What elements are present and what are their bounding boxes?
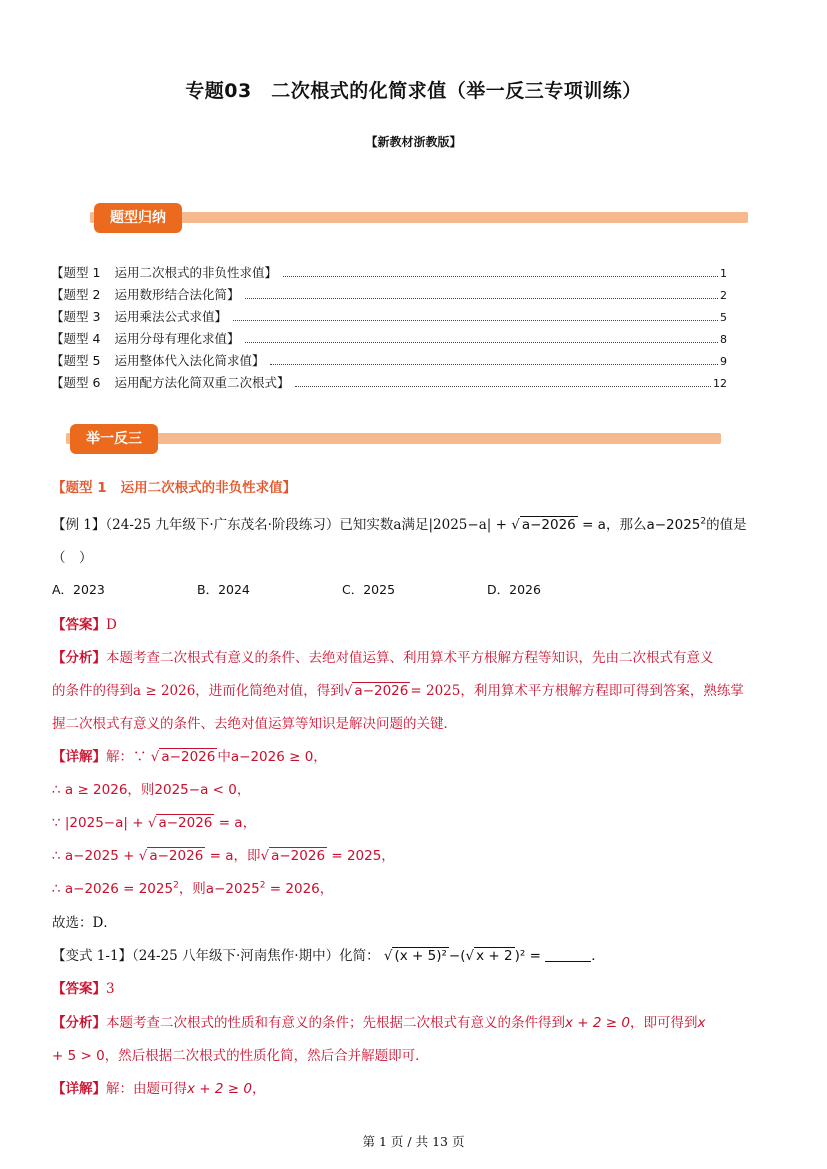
toc-item-label: 【题型 1 — [51, 265, 101, 280]
toc-item-label: 【题型 4 — [51, 331, 101, 346]
detail-tag: 【详解】 — [52, 749, 106, 765]
analysis-text: 本题考查二次根式有意义的条件、去绝对值运算、利用算术平方根解方程等知识，先由二次根式有意义 — [106, 650, 714, 666]
variant-detail-line-1 — [52, 1077, 265, 1097]
sqrt-expression: √ a−2026 — [343, 683, 409, 699]
detail-text: 解：由题可得 — [106, 1081, 187, 1097]
detail-text: = a，即 — [209, 848, 261, 864]
example-1-question — [52, 513, 747, 533]
detail-line-2: ∴ a ≥ 2026，则2025−a < 0， — [52, 782, 251, 798]
conclusion-line: 故选：D． — [52, 915, 117, 931]
toc-item[interactable] — [51, 329, 727, 351]
example-tail: = a，那么a−2025 — [582, 517, 701, 533]
choice-b[interactable]: B．2024 — [197, 582, 250, 597]
toc-item-name: 运用分母有理化求值】 — [114, 331, 240, 346]
variant-source: （24-25 八年级下·河南焦作·期中）化简： — [132, 948, 380, 964]
minus-sign: −( — [448, 948, 466, 964]
analysis-line-2 — [52, 679, 744, 699]
toc-item-page: 12 — [713, 377, 727, 390]
math-expression: x — [697, 1015, 706, 1031]
answer-blank[interactable] — [545, 960, 591, 962]
toc-item-label: 【题型 3 — [51, 309, 101, 324]
math-expression: + 5 > 0 — [52, 1048, 105, 1064]
edition-label: 【新教材浙教版】 — [365, 135, 462, 149]
banner-bar — [90, 212, 748, 223]
sqrt-expression: √ a−2026 — [511, 517, 576, 533]
toc-item[interactable] — [51, 351, 727, 373]
toc-leader-dots — [283, 275, 718, 277]
exponent: 2 — [259, 880, 266, 891]
toc-item-name: 运用二次根式的非负性求值】 — [114, 265, 277, 280]
choice-c[interactable]: C．2025 — [342, 582, 396, 597]
detail-text: ，则a−2025 — [178, 881, 260, 897]
detail-line-5 — [52, 877, 333, 897]
toc-item-page: 1 — [720, 267, 727, 280]
banner-bar — [66, 433, 721, 444]
detail-text: = 2026， — [269, 881, 334, 897]
analysis-text: 的条件的得到a ≥ 2026，进而化简绝对值，得到 — [52, 683, 344, 699]
variant-answer-line — [52, 977, 115, 997]
toc-item[interactable] — [51, 373, 727, 395]
detail-text: = a， — [218, 815, 257, 831]
analysis-line-3: 握二次根式有意义的条件、去绝对值运算等知识是解决问题的关键． — [52, 716, 457, 732]
toc-leader-dots — [245, 297, 718, 299]
toc-item[interactable] — [51, 307, 727, 329]
page-title: 专题03 二次根式的化简求值（举一反三专项训练） — [185, 80, 642, 102]
math-expression: x + 2 ≥ 0 — [565, 1015, 630, 1031]
detail-text: ∴ a−2025 + — [52, 848, 135, 864]
analysis-text: ，然后根据二次根式的性质化简，然后合并解题即可． — [104, 1048, 429, 1064]
analysis-text: = 2025，利用算术平方根解方程即可得到答案，熟练掌 — [410, 683, 744, 699]
banner-tab: 举一反三 — [70, 424, 158, 454]
sqrt-expression: √ a−2026 — [260, 848, 326, 864]
answer-paren: （ ） — [52, 550, 93, 566]
answer-value: 3 — [106, 981, 115, 997]
choice-d[interactable]: D．2026 — [487, 582, 541, 597]
analysis-tag: 【分析】 — [52, 1015, 106, 1031]
toc-item[interactable] — [51, 285, 727, 307]
detail-text: 中a−2026 ≥ 0， — [217, 749, 327, 765]
table-of-contents — [51, 263, 727, 395]
detail-tag: 【详解】 — [52, 1081, 106, 1097]
page-footer: 第 1 页 / 共 13 页 — [362, 1134, 465, 1149]
math-expression: x + 2 ≥ 0 — [187, 1081, 252, 1097]
exponent: 2 — [173, 880, 179, 891]
toc-leader-dots — [245, 341, 718, 343]
toc-item-page: 8 — [720, 333, 727, 346]
analysis-line-1 — [52, 646, 714, 666]
variant-analysis-line-1 — [52, 1011, 705, 1031]
answer-tag: 【答案】 — [52, 617, 106, 633]
detail-line-3 — [52, 811, 256, 831]
example-tag: 【例 1】 — [52, 517, 106, 533]
variant-1-1-question — [52, 944, 605, 964]
analysis-text: ，即可得到 — [629, 1015, 698, 1031]
sqrt-expression: √ a−2026 — [138, 848, 204, 864]
section-banner-toc — [80, 203, 748, 233]
sqrt-expression: √ (x + 5)² — [383, 948, 447, 964]
detail-text: ， — [251, 1081, 266, 1097]
toc-item-page: 9 — [720, 355, 727, 368]
detail-line-1 — [52, 745, 327, 765]
answer-line — [52, 613, 117, 633]
example-source: （24-25 九年级下·广东茂名·阶段练习）已知实数a满足|2025−a| + — [105, 517, 507, 533]
toc-item-name: 运用数形结合法化简】 — [114, 287, 240, 302]
choice-a[interactable]: A．2023 — [52, 582, 105, 597]
toc-item[interactable] — [51, 263, 727, 285]
toc-item-page: 2 — [720, 289, 727, 302]
detail-text: ∴ a−2026 = 2025 — [52, 881, 174, 897]
answer-tag: 【答案】 — [52, 981, 106, 997]
section-heading — [52, 476, 296, 496]
toc-item-page: 5 — [720, 311, 727, 324]
section-name: 运用二次根式的非负性求值】 — [120, 480, 297, 496]
variant-analysis-line-2 — [52, 1044, 429, 1064]
section-label: 【题型 1 — [52, 480, 107, 496]
detail-text: ∵ |2025−a| + — [52, 815, 144, 831]
detail-line-4 — [52, 844, 395, 864]
toc-item-name: 运用配方法化简双重二次根式】 — [114, 375, 290, 390]
answer-value: D — [106, 617, 117, 633]
section-banner-main — [56, 424, 721, 454]
analysis-tag: 【分析】 — [52, 650, 106, 666]
detail-text: = 2025， — [331, 848, 395, 864]
toc-leader-dots — [295, 385, 711, 387]
exponent: 2 — [700, 516, 707, 527]
period: ． — [591, 948, 605, 964]
toc-leader-dots — [270, 363, 718, 365]
sqrt-expression: √ a−2026 — [147, 815, 213, 831]
example-end: 的值是 — [706, 517, 747, 533]
sqrt-expression: √ x + 2 — [465, 948, 513, 964]
banner-tab: 题型归纳 — [94, 203, 182, 233]
toc-item-name: 运用乘法公式求值】 — [114, 309, 227, 324]
toc-item-name: 运用整体代入法化简求值】 — [114, 353, 265, 368]
analysis-text: 本题考查二次根式的性质和有意义的条件；先根据二次根式有意义的条件得到 — [106, 1015, 565, 1031]
expression-close: )² = — [514, 948, 541, 964]
sqrt-expression: √ a−2026 — [150, 749, 216, 765]
detail-text: 解：∵ — [106, 749, 147, 765]
toc-item-label: 【题型 5 — [51, 353, 101, 368]
toc-item-label: 【题型 2 — [51, 287, 101, 302]
variant-tag: 【变式 1-1】 — [52, 948, 133, 964]
toc-leader-dots — [233, 319, 718, 321]
toc-item-label: 【题型 6 — [51, 375, 101, 390]
